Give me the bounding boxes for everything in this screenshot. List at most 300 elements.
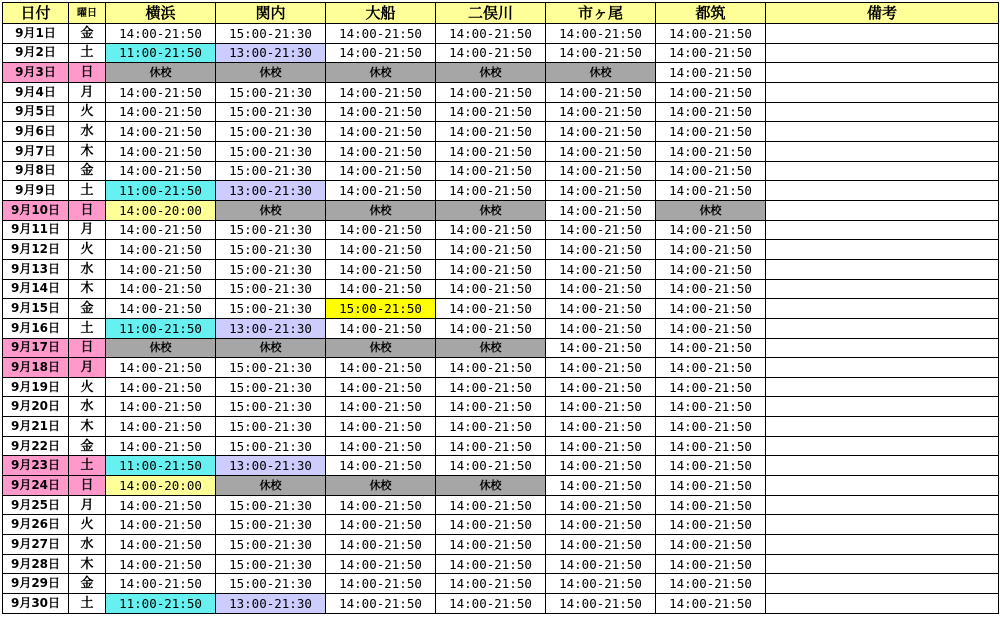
hours-cell-futamatagawa: 14:00-21:50	[436, 82, 546, 102]
header-branch-kannai: 関内	[216, 3, 326, 24]
hours-cell-yokohama: 14:00-21:50	[106, 397, 216, 417]
hours-cell-yokohama: 14:00-21:50	[106, 82, 216, 102]
table-row	[3, 594, 999, 614]
header-date: 日付	[3, 3, 69, 24]
notes-cell	[766, 200, 999, 220]
hours-cell-tsuzuki: 14:00-21:50	[656, 24, 766, 44]
date-cell: 9月23日	[3, 456, 69, 476]
hours-cell-futamatagawa: 14:00-21:50	[436, 181, 546, 201]
hours-cell-yokohama: 14:00-21:50	[106, 377, 216, 397]
hours-cell-tsuzuki: 14:00-21:50	[656, 574, 766, 594]
notes-cell	[766, 554, 999, 574]
hours-cell-ichigao: 14:00-21:50	[546, 397, 656, 417]
date-cell: 9月16日	[3, 318, 69, 338]
hours-cell-ichigao: 14:00-21:50	[546, 515, 656, 535]
hours-cell-futamatagawa: 14:00-21:50	[436, 43, 546, 63]
hours-cell-ofuna: 14:00-21:50	[326, 436, 436, 456]
hours-cell-tsuzuki: 14:00-21:50	[656, 397, 766, 417]
hours-cell-yokohama: 14:00-21:50	[106, 535, 216, 555]
hours-cell-ofuna: 14:00-21:50	[326, 318, 436, 338]
date-cell: 9月1日	[3, 24, 69, 44]
hours-cell-tsuzuki: 14:00-21:50	[656, 141, 766, 161]
weekday-cell: 金	[69, 299, 106, 319]
date-cell: 9月21日	[3, 417, 69, 437]
weekday-cell: 土	[69, 456, 106, 476]
hours-cell-futamatagawa: 14:00-21:50	[436, 377, 546, 397]
table-row	[3, 377, 999, 397]
hours-cell-futamatagawa: 14:00-21:50	[436, 535, 546, 555]
hours-cell-kannai: 15:00-21:30	[216, 141, 326, 161]
weekday-cell: 月	[69, 495, 106, 515]
hours-cell-kannai: 休校	[216, 476, 326, 496]
table-row	[3, 495, 999, 515]
header-row	[3, 3, 999, 24]
weekday-cell: 金	[69, 24, 106, 44]
hours-cell-futamatagawa: 14:00-21:50	[436, 122, 546, 142]
date-cell: 9月15日	[3, 299, 69, 319]
hours-cell-ichigao: 14:00-21:50	[546, 318, 656, 338]
hours-cell-yokohama: 14:00-20:00	[106, 200, 216, 220]
notes-cell	[766, 535, 999, 555]
hours-cell-ichigao: 14:00-21:50	[546, 122, 656, 142]
header-notes: 備考	[766, 3, 999, 24]
hours-cell-yokohama: 14:00-21:50	[106, 220, 216, 240]
notes-cell	[766, 122, 999, 142]
weekday-cell: 木	[69, 279, 106, 299]
table-row	[3, 24, 999, 44]
weekday-cell: 火	[69, 240, 106, 260]
hours-cell-ichigao: 14:00-21:50	[546, 43, 656, 63]
hours-cell-futamatagawa: 休校	[436, 476, 546, 496]
hours-cell-tsuzuki: 14:00-21:50	[656, 358, 766, 378]
notes-cell	[766, 515, 999, 535]
table-row	[3, 358, 999, 378]
date-cell: 9月25日	[3, 495, 69, 515]
hours-cell-yokohama: 14:00-21:50	[106, 259, 216, 279]
hours-cell-yokohama: 14:00-20:00	[106, 476, 216, 496]
notes-cell	[766, 240, 999, 260]
schedule-table	[2, 2, 999, 614]
date-cell: 9月5日	[3, 102, 69, 122]
notes-cell	[766, 476, 999, 496]
date-cell: 9月4日	[3, 82, 69, 102]
weekday-cell: 月	[69, 82, 106, 102]
hours-cell-ofuna: 14:00-21:50	[326, 181, 436, 201]
notes-cell	[766, 495, 999, 515]
hours-cell-futamatagawa: 14:00-21:50	[436, 554, 546, 574]
date-cell: 9月28日	[3, 554, 69, 574]
hours-cell-yokohama: 11:00-21:50	[106, 594, 216, 614]
hours-cell-yokohama: 11:00-21:50	[106, 181, 216, 201]
header-branch-tsuzuki: 都筑	[656, 3, 766, 24]
weekday-cell: 日	[69, 63, 106, 83]
hours-cell-ichigao: 14:00-21:50	[546, 436, 656, 456]
hours-cell-tsuzuki: 14:00-21:50	[656, 436, 766, 456]
hours-cell-ofuna: 14:00-21:50	[326, 495, 436, 515]
hours-cell-ofuna: 休校	[326, 200, 436, 220]
hours-cell-tsuzuki: 14:00-21:50	[656, 515, 766, 535]
hours-cell-kannai: 13:00-21:30	[216, 318, 326, 338]
hours-cell-ichigao: 14:00-21:50	[546, 259, 656, 279]
hours-cell-futamatagawa: 14:00-21:50	[436, 436, 546, 456]
weekday-cell: 土	[69, 318, 106, 338]
hours-cell-futamatagawa: 14:00-21:50	[436, 220, 546, 240]
date-cell: 9月22日	[3, 436, 69, 456]
table-row	[3, 240, 999, 260]
hours-cell-futamatagawa: 14:00-21:50	[436, 515, 546, 535]
hours-cell-kannai: 15:00-21:30	[216, 122, 326, 142]
hours-cell-kannai: 15:00-21:30	[216, 535, 326, 555]
hours-cell-ofuna: 14:00-21:50	[326, 554, 436, 574]
hours-cell-ofuna: 14:00-21:50	[326, 594, 436, 614]
weekday-cell: 月	[69, 358, 106, 378]
date-cell: 9月12日	[3, 240, 69, 260]
hours-cell-kannai: 15:00-21:30	[216, 259, 326, 279]
notes-cell	[766, 43, 999, 63]
hours-cell-ofuna: 14:00-21:50	[326, 417, 436, 437]
hours-cell-kannai: 15:00-21:30	[216, 397, 326, 417]
table-row	[3, 397, 999, 417]
notes-cell	[766, 338, 999, 358]
date-cell: 9月19日	[3, 377, 69, 397]
notes-cell	[766, 456, 999, 476]
table-row	[3, 338, 999, 358]
hours-cell-ichigao: 休校	[546, 63, 656, 83]
weekday-cell: 月	[69, 220, 106, 240]
hours-cell-ofuna: 14:00-21:50	[326, 141, 436, 161]
hours-cell-ofuna: 14:00-21:50	[326, 535, 436, 555]
hours-cell-ofuna: 14:00-21:50	[326, 220, 436, 240]
hours-cell-tsuzuki: 14:00-21:50	[656, 220, 766, 240]
hours-cell-tsuzuki: 14:00-21:50	[656, 102, 766, 122]
hours-cell-kannai: 15:00-21:30	[216, 299, 326, 319]
hours-cell-ofuna: 14:00-21:50	[326, 102, 436, 122]
hours-cell-kannai: 休校	[216, 200, 326, 220]
hours-cell-ichigao: 14:00-21:50	[546, 240, 656, 260]
hours-cell-ichigao: 14:00-21:50	[546, 554, 656, 574]
hours-cell-ofuna: 14:00-21:50	[326, 240, 436, 260]
hours-cell-ofuna: 14:00-21:50	[326, 515, 436, 535]
date-cell: 9月18日	[3, 358, 69, 378]
table-row	[3, 43, 999, 63]
header-branch-ofuna: 大船	[326, 3, 436, 24]
weekday-cell: 金	[69, 161, 106, 181]
hours-cell-yokohama: 14:00-21:50	[106, 122, 216, 142]
table-row	[3, 279, 999, 299]
hours-cell-ichigao: 14:00-21:50	[546, 200, 656, 220]
weekday-cell: 火	[69, 515, 106, 535]
hours-cell-futamatagawa: 14:00-21:50	[436, 456, 546, 476]
weekday-cell: 土	[69, 181, 106, 201]
table-row	[3, 456, 999, 476]
weekday-cell: 火	[69, 377, 106, 397]
hours-cell-tsuzuki: 14:00-21:50	[656, 299, 766, 319]
table-row	[3, 535, 999, 555]
date-cell: 9月3日	[3, 63, 69, 83]
hours-cell-kannai: 13:00-21:30	[216, 594, 326, 614]
hours-cell-kannai: 15:00-21:30	[216, 358, 326, 378]
table-row	[3, 181, 999, 201]
hours-cell-yokohama: 11:00-21:50	[106, 318, 216, 338]
hours-cell-ichigao: 14:00-21:50	[546, 338, 656, 358]
table-row	[3, 259, 999, 279]
date-cell: 9月20日	[3, 397, 69, 417]
hours-cell-ichigao: 14:00-21:50	[546, 279, 656, 299]
hours-cell-kannai: 13:00-21:30	[216, 456, 326, 476]
hours-cell-tsuzuki: 14:00-21:50	[656, 495, 766, 515]
hours-cell-futamatagawa: 14:00-21:50	[436, 574, 546, 594]
table-row	[3, 515, 999, 535]
hours-cell-ichigao: 14:00-21:50	[546, 476, 656, 496]
notes-cell	[766, 279, 999, 299]
hours-cell-kannai: 休校	[216, 63, 326, 83]
hours-cell-ofuna: 14:00-21:50	[326, 161, 436, 181]
hours-cell-tsuzuki: 14:00-21:50	[656, 279, 766, 299]
hours-cell-tsuzuki: 14:00-21:50	[656, 181, 766, 201]
hours-cell-yokohama: 14:00-21:50	[106, 102, 216, 122]
weekday-cell: 土	[69, 594, 106, 614]
hours-cell-yokohama: 14:00-21:50	[106, 299, 216, 319]
notes-cell	[766, 161, 999, 181]
notes-cell	[766, 181, 999, 201]
hours-cell-ichigao: 14:00-21:50	[546, 24, 656, 44]
hours-cell-tsuzuki: 14:00-21:50	[656, 259, 766, 279]
notes-cell	[766, 24, 999, 44]
hours-cell-ofuna: 休校	[326, 338, 436, 358]
hours-cell-yokohama: 休校	[106, 338, 216, 358]
hours-cell-futamatagawa: 14:00-21:50	[436, 24, 546, 44]
date-cell: 9月30日	[3, 594, 69, 614]
hours-cell-yokohama: 14:00-21:50	[106, 554, 216, 574]
weekday-cell: 水	[69, 122, 106, 142]
weekday-cell: 日	[69, 476, 106, 496]
weekday-cell: 火	[69, 102, 106, 122]
hours-cell-ichigao: 14:00-21:50	[546, 358, 656, 378]
hours-cell-tsuzuki: 14:00-21:50	[656, 417, 766, 437]
hours-cell-futamatagawa: 14:00-21:50	[436, 279, 546, 299]
hours-cell-tsuzuki: 14:00-21:50	[656, 377, 766, 397]
hours-cell-ofuna: 14:00-21:50	[326, 279, 436, 299]
hours-cell-tsuzuki: 14:00-21:50	[656, 476, 766, 496]
hours-cell-futamatagawa: 14:00-21:50	[436, 299, 546, 319]
hours-cell-tsuzuki: 14:00-21:50	[656, 82, 766, 102]
hours-cell-kannai: 15:00-21:30	[216, 417, 326, 437]
notes-cell	[766, 377, 999, 397]
hours-cell-yokohama: 14:00-21:50	[106, 24, 216, 44]
notes-cell	[766, 63, 999, 83]
hours-cell-tsuzuki: 14:00-21:50	[656, 43, 766, 63]
hours-cell-kannai: 15:00-21:30	[216, 279, 326, 299]
hours-cell-ichigao: 14:00-21:50	[546, 495, 656, 515]
hours-cell-ofuna: 14:00-21:50	[326, 358, 436, 378]
hours-cell-ofuna: 14:00-21:50	[326, 397, 436, 417]
date-cell: 9月24日	[3, 476, 69, 496]
date-cell: 9月10日	[3, 200, 69, 220]
hours-cell-ofuna: 15:00-21:50	[326, 299, 436, 319]
hours-cell-yokohama: 14:00-21:50	[106, 240, 216, 260]
schedule-body	[3, 24, 999, 614]
hours-cell-futamatagawa: 14:00-21:50	[436, 102, 546, 122]
table-row	[3, 318, 999, 338]
notes-cell	[766, 397, 999, 417]
table-row	[3, 63, 999, 83]
hours-cell-kannai: 15:00-21:30	[216, 574, 326, 594]
hours-cell-yokohama: 14:00-21:50	[106, 141, 216, 161]
hours-cell-tsuzuki: 14:00-21:50	[656, 318, 766, 338]
hours-cell-futamatagawa: 休校	[436, 200, 546, 220]
hours-cell-ichigao: 14:00-21:50	[546, 377, 656, 397]
hours-cell-yokohama: 14:00-21:50	[106, 161, 216, 181]
hours-cell-tsuzuki: 14:00-21:50	[656, 63, 766, 83]
hours-cell-ichigao: 14:00-21:50	[546, 417, 656, 437]
hours-cell-yokohama: 11:00-21:50	[106, 456, 216, 476]
hours-cell-ichigao: 14:00-21:50	[546, 299, 656, 319]
date-cell: 9月13日	[3, 259, 69, 279]
hours-cell-ichigao: 14:00-21:50	[546, 456, 656, 476]
hours-cell-ofuna: 14:00-21:50	[326, 43, 436, 63]
date-cell: 9月29日	[3, 574, 69, 594]
table-row	[3, 417, 999, 437]
table-row	[3, 122, 999, 142]
table-row	[3, 102, 999, 122]
hours-cell-yokohama: 14:00-21:50	[106, 358, 216, 378]
hours-cell-kannai: 15:00-21:30	[216, 495, 326, 515]
notes-cell	[766, 436, 999, 456]
date-cell: 9月8日	[3, 161, 69, 181]
hours-cell-kannai: 15:00-21:30	[216, 161, 326, 181]
hours-cell-kannai: 休校	[216, 338, 326, 358]
header-branch-ichigao: 市ヶ尾	[546, 3, 656, 24]
hours-cell-futamatagawa: 14:00-21:50	[436, 240, 546, 260]
date-cell: 9月2日	[3, 43, 69, 63]
hours-cell-yokohama: 休校	[106, 63, 216, 83]
hours-cell-ofuna: 休校	[326, 476, 436, 496]
hours-cell-ichigao: 14:00-21:50	[546, 102, 656, 122]
hours-cell-kannai: 13:00-21:30	[216, 181, 326, 201]
hours-cell-futamatagawa: 14:00-21:50	[436, 397, 546, 417]
hours-cell-yokohama: 14:00-21:50	[106, 436, 216, 456]
weekday-cell: 土	[69, 43, 106, 63]
hours-cell-yokohama: 11:00-21:50	[106, 43, 216, 63]
date-cell: 9月11日	[3, 220, 69, 240]
table-row	[3, 200, 999, 220]
hours-cell-kannai: 15:00-21:30	[216, 377, 326, 397]
hours-cell-ichigao: 14:00-21:50	[546, 594, 656, 614]
notes-cell	[766, 574, 999, 594]
table-row	[3, 436, 999, 456]
hours-cell-ofuna: 14:00-21:50	[326, 259, 436, 279]
hours-cell-ofuna: 14:00-21:50	[326, 456, 436, 476]
table-row	[3, 141, 999, 161]
hours-cell-tsuzuki: 14:00-21:50	[656, 161, 766, 181]
weekday-cell: 木	[69, 141, 106, 161]
table-row	[3, 161, 999, 181]
hours-cell-ofuna: 休校	[326, 63, 436, 83]
notes-cell	[766, 102, 999, 122]
hours-cell-kannai: 15:00-21:30	[216, 102, 326, 122]
hours-cell-ofuna: 14:00-21:50	[326, 377, 436, 397]
hours-cell-kannai: 15:00-21:30	[216, 220, 326, 240]
weekday-cell: 木	[69, 554, 106, 574]
hours-cell-futamatagawa: 14:00-21:50	[436, 417, 546, 437]
hours-cell-ichigao: 14:00-21:50	[546, 181, 656, 201]
hours-cell-ichigao: 14:00-21:50	[546, 161, 656, 181]
hours-cell-tsuzuki: 14:00-21:50	[656, 456, 766, 476]
hours-cell-tsuzuki: 14:00-21:50	[656, 338, 766, 358]
hours-cell-ichigao: 14:00-21:50	[546, 82, 656, 102]
notes-cell	[766, 417, 999, 437]
hours-cell-futamatagawa: 14:00-21:50	[436, 495, 546, 515]
hours-cell-tsuzuki: 14:00-21:50	[656, 554, 766, 574]
hours-cell-ichigao: 14:00-21:50	[546, 535, 656, 555]
table-row	[3, 574, 999, 594]
hours-cell-futamatagawa: 14:00-21:50	[436, 161, 546, 181]
hours-cell-ofuna: 14:00-21:50	[326, 82, 436, 102]
notes-cell	[766, 358, 999, 378]
hours-cell-yokohama: 14:00-21:50	[106, 495, 216, 515]
weekday-cell: 木	[69, 417, 106, 437]
hours-cell-kannai: 13:00-21:30	[216, 43, 326, 63]
hours-cell-futamatagawa: 休校	[436, 63, 546, 83]
hours-cell-futamatagawa: 休校	[436, 338, 546, 358]
hours-cell-ichigao: 14:00-21:50	[546, 220, 656, 240]
weekday-cell: 日	[69, 338, 106, 358]
table-row	[3, 476, 999, 496]
notes-cell	[766, 259, 999, 279]
date-cell: 9月9日	[3, 181, 69, 201]
date-cell: 9月6日	[3, 122, 69, 142]
hours-cell-ichigao: 14:00-21:50	[546, 574, 656, 594]
hours-cell-futamatagawa: 14:00-21:50	[436, 318, 546, 338]
date-cell: 9月14日	[3, 279, 69, 299]
hours-cell-tsuzuki: 休校	[656, 200, 766, 220]
hours-cell-kannai: 15:00-21:30	[216, 436, 326, 456]
hours-cell-tsuzuki: 14:00-21:50	[656, 594, 766, 614]
header-branch-futamatagawa: 二俣川	[436, 3, 546, 24]
weekday-cell: 金	[69, 574, 106, 594]
hours-cell-tsuzuki: 14:00-21:50	[656, 122, 766, 142]
hours-cell-tsuzuki: 14:00-21:50	[656, 535, 766, 555]
weekday-cell: 水	[69, 259, 106, 279]
hours-cell-ofuna: 14:00-21:50	[326, 24, 436, 44]
hours-cell-yokohama: 14:00-21:50	[106, 417, 216, 437]
hours-cell-ofuna: 14:00-21:50	[326, 122, 436, 142]
hours-cell-yokohama: 14:00-21:50	[106, 279, 216, 299]
hours-cell-futamatagawa: 14:00-21:50	[436, 259, 546, 279]
table-row	[3, 220, 999, 240]
hours-cell-ofuna: 14:00-21:50	[326, 574, 436, 594]
notes-cell	[766, 299, 999, 319]
hours-cell-kannai: 15:00-21:30	[216, 240, 326, 260]
table-row	[3, 299, 999, 319]
hours-cell-yokohama: 14:00-21:50	[106, 574, 216, 594]
notes-cell	[766, 318, 999, 338]
weekday-cell: 水	[69, 535, 106, 555]
hours-cell-tsuzuki: 14:00-21:50	[656, 240, 766, 260]
hours-cell-ichigao: 14:00-21:50	[546, 141, 656, 161]
weekday-cell: 水	[69, 397, 106, 417]
weekday-cell: 金	[69, 436, 106, 456]
notes-cell	[766, 594, 999, 614]
hours-cell-futamatagawa: 14:00-21:50	[436, 594, 546, 614]
notes-cell	[766, 141, 999, 161]
hours-cell-yokohama: 14:00-21:50	[106, 515, 216, 535]
date-cell: 9月17日	[3, 338, 69, 358]
date-cell: 9月27日	[3, 535, 69, 555]
hours-cell-futamatagawa: 14:00-21:50	[436, 358, 546, 378]
date-cell: 9月7日	[3, 141, 69, 161]
notes-cell	[766, 220, 999, 240]
